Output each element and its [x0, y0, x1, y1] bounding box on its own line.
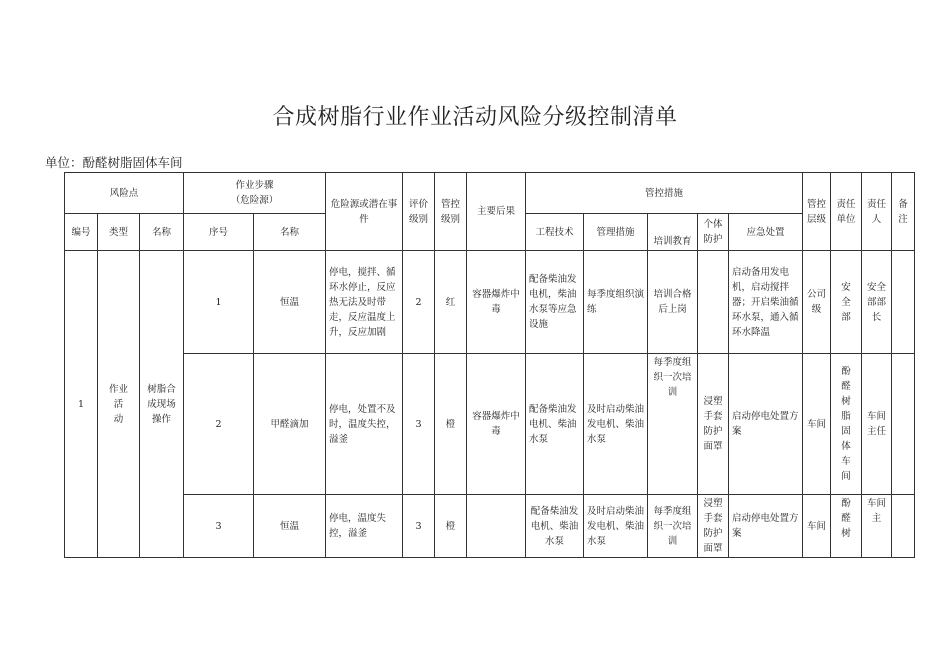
row-emergency: 启动备用发电机，启动搅拌器；开启柴油循环水泵，通入循环水降温	[729, 251, 803, 354]
row-management: 每季度组织演练	[584, 251, 648, 354]
row-remarks	[892, 495, 915, 558]
header-consequence: 主要后果	[467, 173, 526, 251]
table-row	[65, 354, 915, 495]
row-name: 恒温	[254, 251, 326, 354]
row-training: 培训合格后上岗	[648, 251, 698, 354]
header-type: 类型	[98, 214, 140, 251]
row-remarks	[892, 354, 915, 495]
header-emergency: 应急处置	[729, 214, 803, 251]
row-name: 恒温	[254, 495, 326, 558]
header-row-1	[65, 173, 915, 214]
header-steps: 作业步骤 （危险源）	[184, 173, 326, 214]
row-engineering: 配备柴油发电机、柴油水泵	[526, 495, 584, 558]
risk-control-table	[64, 172, 915, 558]
row-engineering: 配备柴油发电机、柴油水泵	[526, 354, 584, 495]
header-control-level: 管控级别	[435, 173, 467, 251]
row-resp-unit: 酚 醛 树	[831, 495, 862, 558]
header-resp-unit: 责任单位	[831, 173, 862, 251]
row-eval: 3	[403, 495, 435, 558]
header-hazard: 危险源或潜在事件	[326, 173, 403, 251]
row-management: 及时启动柴油发电机、柴油水泵	[584, 495, 648, 558]
row-engineering: 配备柴油发电机，柴油水泵等应急设施	[526, 251, 584, 354]
header-measures: 管控措施	[526, 173, 803, 214]
row-resp-person: 安全 部部 长	[862, 251, 892, 354]
row-tier: 车间	[803, 354, 831, 495]
row-seq: 1	[184, 251, 254, 354]
page-title: 合成树脂行业作业活动风险分级控制清单	[272, 105, 678, 130]
header-seq: 序号	[184, 214, 254, 251]
row-emergency: 启动停电处置方案	[729, 354, 803, 495]
row-eval: 3	[403, 354, 435, 495]
row-ppe	[698, 251, 729, 354]
row-emergency: 启动停电处置方案	[729, 495, 803, 558]
row-training: 每季度组织一次培训	[648, 354, 698, 495]
row-seq: 3	[184, 495, 254, 558]
header-eval-level: 评价级别	[403, 173, 435, 251]
row-seq: 2	[184, 354, 254, 495]
group-name: 树脂合 成现场 操作	[140, 251, 184, 558]
row-hazard: 停电，搅拌、循环水停止，反应热无法及时带走，反应温度上升，反应加剧	[326, 251, 403, 354]
header-resp-person: 责任人	[862, 173, 892, 251]
row-hazard: 停电，处置不及时，温度失控，溢釜	[326, 354, 403, 495]
row-management: 及时启动柴油发电机、柴油水泵	[584, 354, 648, 495]
row-resp-unit: 安 全 部	[831, 251, 862, 354]
header-risk-point: 风险点	[65, 173, 184, 214]
row-consequence: 容器爆炸中毒	[467, 251, 526, 354]
header-management: 管理措施	[584, 214, 648, 251]
row-level: 橙	[435, 354, 467, 495]
group-no: 1	[65, 251, 98, 558]
header-no: 编号	[65, 214, 98, 251]
row-consequence: 容器爆炸中毒	[467, 354, 526, 495]
row-remarks	[892, 251, 915, 354]
row-hazard: 停电，温度失控，溢釜	[326, 495, 403, 558]
row-level: 红	[435, 251, 467, 354]
header-name: 名称	[140, 214, 184, 251]
header-engineering: 工程技术	[526, 214, 584, 251]
row-name: 甲醛滴加	[254, 354, 326, 495]
header-step-name: 名称	[254, 214, 326, 251]
table-row	[65, 495, 915, 558]
row-tier: 公司级	[803, 251, 831, 354]
header-training: 培训教育	[648, 214, 698, 251]
row-consequence	[467, 495, 526, 558]
row-training: 每季度组织一次培训	[648, 495, 698, 558]
header-control-tier: 管控层级	[803, 173, 831, 251]
header-remarks: 备注	[892, 173, 915, 251]
row-resp-person: 车间 主任	[862, 354, 892, 495]
row-ppe: 浸塑手套防护面罩	[698, 495, 729, 558]
row-level: 橙	[435, 495, 467, 558]
unit-label: 单位：酚醛树脂固体车间	[45, 155, 183, 170]
row-ppe: 浸塑手套防护面罩	[698, 354, 729, 495]
row-eval: 2	[403, 251, 435, 354]
row-resp-person: 车间 主	[862, 495, 892, 558]
table-row	[65, 251, 915, 354]
group-type: 作业 活 动	[98, 251, 140, 558]
header-ppe: 个体防护	[698, 214, 729, 251]
row-tier: 车间	[803, 495, 831, 558]
row-resp-unit: 酚 醛 树 脂 固 体 车 间	[831, 354, 862, 495]
